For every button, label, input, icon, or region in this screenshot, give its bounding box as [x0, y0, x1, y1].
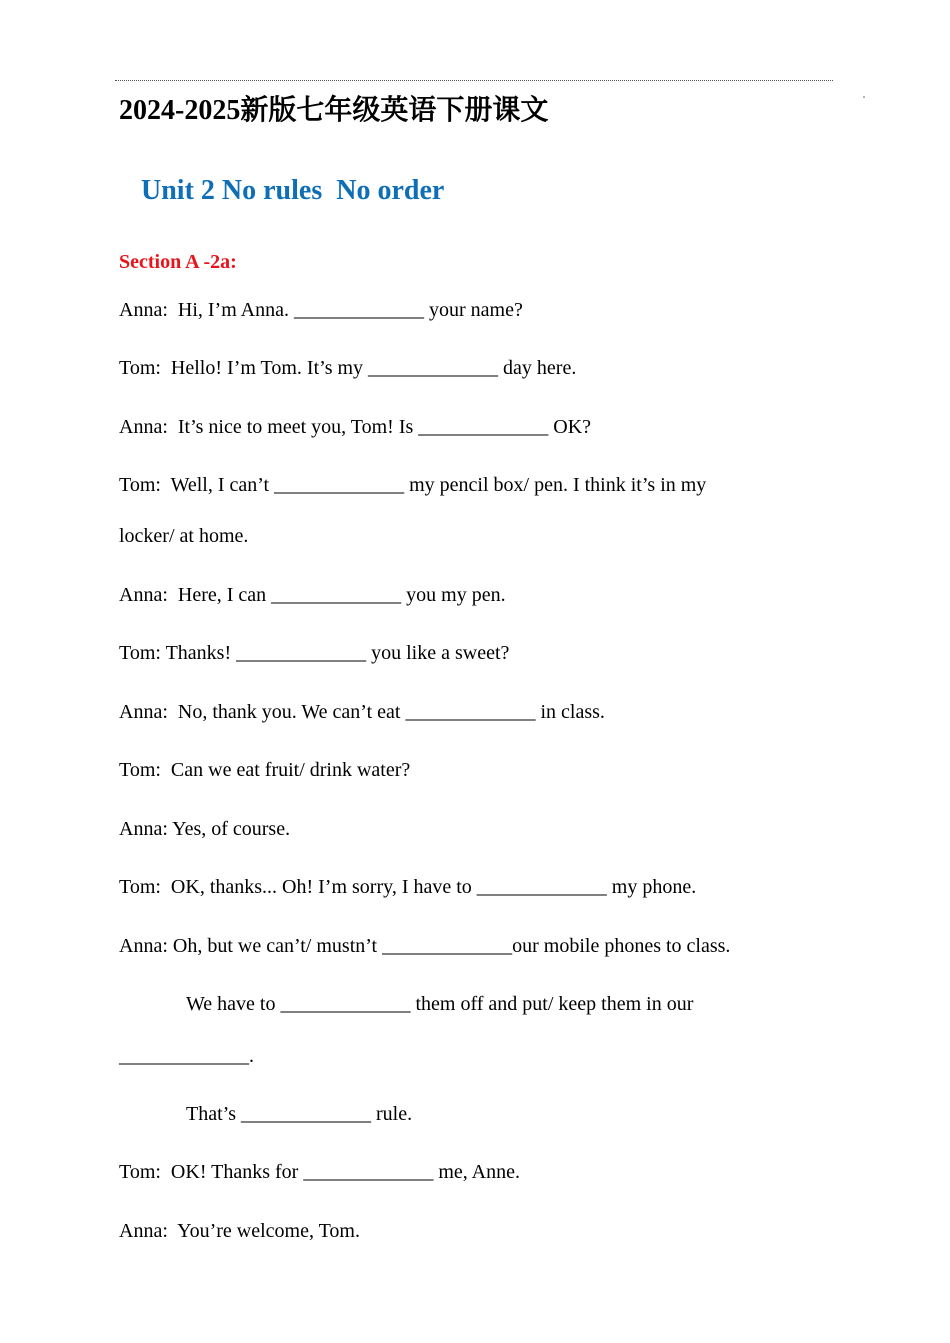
section-label: Section A -2a:: [119, 251, 237, 273]
dialogue-line: Tom: OK! Thanks for _____________ me, Anne.: [119, 1161, 520, 1183]
dialogue-line: Tom: Well, I can’t _____________ my pencil box/ pen. I think it’s in my: [119, 474, 707, 496]
dialogue-line: Anna: No, thank you. We can’t eat _____________ in class.: [119, 701, 605, 723]
stray-dot: [863, 96, 865, 98]
unit-title: Unit 2 No rules No order: [141, 175, 445, 206]
dialogue-line: Tom: Hello! I’m Tom. It’s my _____________ day here.: [119, 357, 577, 379]
dialogue-line: Anna: It’s nice to meet you, Tom! Is _____________ OK?: [119, 416, 592, 438]
dialogue-line: That’s _____________ rule.: [186, 1103, 413, 1125]
dialogue-line: Anna: Hi, I’m Anna. _____________ your name?: [119, 299, 523, 321]
document-title: 2024-2025新版七年级英语下册课文: [119, 95, 549, 126]
header-divider: [115, 80, 833, 81]
dialogue-line: Tom: OK, thanks... Oh! I’m sorry, I have to _____________ my phone.: [119, 876, 697, 898]
dialogue-line: Anna: Yes, of course.: [119, 818, 291, 840]
dialogue-line: Anna: Here, I can _____________ you my pen.: [119, 584, 506, 606]
dialogue-line: _____________.: [119, 1045, 254, 1067]
dialogue-line: Tom: Can we eat fruit/ drink water?: [119, 759, 411, 781]
dialogue-line: Anna: Oh, but we can’t/ mustn’t _____________our mobile phones to class.: [119, 935, 731, 957]
dialogue-line: Anna: You’re welcome, Tom.: [119, 1220, 360, 1242]
dialogue-line: Tom: Thanks! _____________ you like a sweet?: [119, 642, 510, 664]
dialogue-line: locker/ at home.: [119, 525, 249, 547]
dialogue-line: We have to _____________ them off and put/ keep them in our: [186, 993, 694, 1015]
